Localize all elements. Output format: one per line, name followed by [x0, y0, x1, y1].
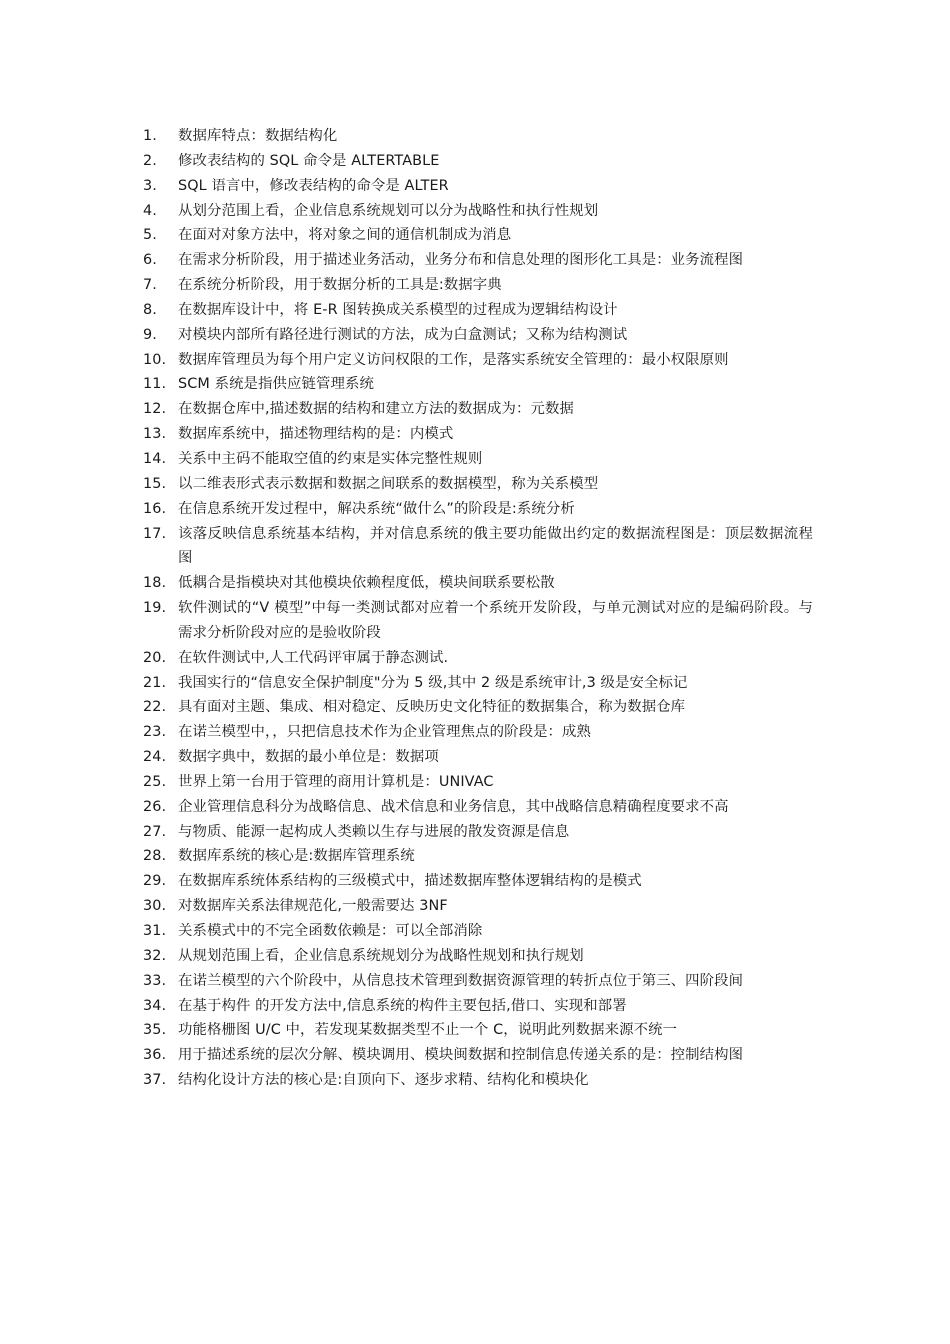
list-item-text: 低耦合是指模块对其他模块依赖程度低，模块间联系要松散 — [178, 575, 555, 592]
list-item-text: 结构化设计方法的核心是:自顶向下、逐步求精、结构化和模块化 — [178, 1072, 589, 1089]
list-item-text: 对模块内部所有路径进行测试的方法，成为白盒测试；又称为结构测试 — [178, 326, 628, 343]
list-item — [143, 646, 813, 671]
list-item — [143, 273, 813, 298]
list-item-text: 在数据库设计中，将 E-R 图转换成关系模型的过程成为逻辑结构设计 — [178, 301, 618, 318]
list-item-text: 在数据仓库中,描述数据的结构和建立方法的数据成为：元数据 — [178, 401, 574, 418]
list-item — [143, 919, 813, 944]
list-item — [143, 223, 813, 248]
list-item — [143, 497, 813, 522]
list-item-text: 数据库特点：数据结构化 — [178, 128, 338, 144]
list-item-text: 软件测试的“V 模型”中每一类测试都对应着一个系统开发阶段，与单元测试对应的是编码阶段。与需求分析阶段对应的是验收阶段 — [178, 600, 813, 641]
list-item-number: 9. — [143, 326, 157, 343]
list-item-number: 4. — [143, 202, 157, 219]
list-item — [143, 1068, 813, 1093]
list-item — [143, 323, 813, 348]
list-item-number: 14. — [143, 450, 167, 467]
list-item-text: 修改表结构的 SQL 命令是 ALTERTABLE — [178, 152, 440, 169]
list-item-number: 6. — [143, 252, 157, 269]
list-item-number: 32. — [143, 947, 167, 964]
list-item-number: 22. — [143, 699, 167, 716]
list-item-number: 12. — [143, 401, 167, 418]
list-item — [143, 596, 813, 646]
list-item — [143, 671, 813, 696]
list-item — [143, 472, 813, 497]
list-item-number: 1. — [143, 128, 157, 144]
list-item-text: 关系模式中的不完全函数依赖是：可以全部消除 — [178, 923, 483, 939]
list-item — [143, 149, 813, 174]
list-item-number: 21. — [143, 674, 167, 691]
list-item-number: 36. — [143, 1047, 167, 1064]
list-item-number: 37. — [143, 1072, 167, 1089]
list-item — [143, 894, 813, 919]
list-item-text: 该落反映信息系统基本结构，并对信息系统的俄主要功能做出约定的数据流程图是：顶层数据流程图 — [178, 525, 813, 567]
list-item-text: 从规划范围上看，企业信息系统规划分为战略性规划和执行规划 — [178, 947, 584, 964]
list-item-number: 23. — [143, 724, 167, 741]
list-item-number: 26. — [143, 798, 167, 815]
list-item-text: 在需求分析阶段，用于描述业务活动，业务分布和信息处理的图形化工具是：业务流程图 — [178, 252, 744, 269]
list-item-number: 28. — [143, 848, 167, 865]
list-item-number: 5. — [143, 227, 157, 244]
list-item-number: 16. — [143, 500, 167, 517]
list-item-text: 数据库管理员为每个用户定义访问权限的工作，是落实系统安全管理的：最小权限原则 — [178, 351, 729, 368]
list-item-number: 29. — [143, 873, 167, 890]
list-item-number: 17. — [143, 525, 167, 542]
list-item — [143, 1018, 813, 1043]
list-item — [143, 372, 813, 397]
list-item — [143, 994, 813, 1019]
list-item-text: 用于描述系统的层次分解、模块调用、模块闽数据和控制信息传递关系的是：控制结构图 — [178, 1047, 744, 1064]
list-item-text: 从划分范围上看，企业信息系统规划可以分为战略性和执行性规划 — [178, 202, 599, 219]
list-item — [143, 124, 813, 149]
list-item-number: 18. — [143, 575, 167, 592]
list-item-number: 10. — [143, 351, 167, 368]
list-item — [143, 695, 813, 720]
list-item-text: 在诺兰模型中，，只把信息技术作为企业管理焦点的阶段是：成熟 — [178, 724, 592, 741]
list-item-number: 11. — [143, 376, 167, 393]
list-item-number: 33. — [143, 972, 167, 989]
list-item-number: 27. — [143, 823, 167, 840]
list-item-number: 19. — [143, 600, 167, 617]
list-item-number: 13. — [143, 426, 167, 443]
list-item — [143, 397, 813, 422]
list-item-text: 以二维表形式表示数据和数据之间联系的数据模型，称为关系模型 — [178, 475, 599, 492]
list-item-text: SCM 系统是指供应链管理系统 — [178, 376, 374, 393]
list-item-text: 数据库系统的核心是:数据库管理系统 — [178, 848, 415, 865]
list-item — [143, 298, 813, 323]
list-item-text: 具有面对主题、集成、相对稳定、反映历史文化特征的数据集合，称为数据仓库 — [178, 699, 686, 716]
list-item-number: 15. — [143, 475, 167, 492]
list-item — [143, 820, 813, 845]
list-item-text: 与物质、能源一起构成人类赖以生存与进展的散发资源是信息 — [178, 823, 570, 840]
list-item — [143, 422, 813, 447]
list-item-text: 在基于构件 的开发方法中,信息系统的构件主要包括,借口、实现和部署 — [178, 997, 627, 1014]
list-item-text: 我国实行的“信息安全保护制度"分为 5 级,其中 2 级是系统审计,3 级是安全标记 — [178, 674, 688, 691]
list-item — [143, 174, 813, 199]
list-item — [143, 571, 813, 596]
list-item-text: 在系统分析阶段，用于数据分析的工具是:数据字典 — [178, 277, 502, 294]
list-item — [143, 795, 813, 820]
list-item — [143, 199, 813, 224]
list-item-number: 7. — [143, 277, 157, 294]
list-item — [143, 944, 813, 969]
list-item-text: 数据字典中，数据的最小单位是：数据项 — [178, 749, 439, 766]
list-item-number: 24. — [143, 749, 167, 766]
list-item-number: 8. — [143, 301, 157, 318]
list-item-number: 20. — [143, 649, 167, 666]
list-item-text: 世界上第一台用于管理的商用计算机是：UNIVAC — [178, 773, 494, 790]
list-item — [143, 869, 813, 894]
list-item-text: 在数据库系统体系结构的三级模式中，描述数据库整体逻辑结构的是模式 — [178, 873, 642, 890]
list-item — [143, 348, 813, 373]
list-item — [143, 248, 813, 273]
list-item-text: 企业管理信息科分为战略信息、战术信息和业务信息，其中战略信息精确程度要求不高 — [178, 798, 729, 815]
numbered-list — [143, 124, 813, 1093]
list-item-text: 对数据库关系法律规范化,一般需要达 3NF — [178, 898, 448, 915]
list-item-text: 数据库系统中，描述物理结构的是：内模式 — [178, 426, 454, 443]
list-item-text: 关系中主码不能取空值的约束是实体完整性规则 — [178, 450, 483, 467]
list-item-number: 2. — [143, 152, 157, 169]
list-item-number: 30. — [143, 898, 167, 915]
list-item — [143, 447, 813, 472]
list-item-number: 34. — [143, 997, 167, 1014]
list-item — [143, 720, 813, 745]
list-item — [143, 745, 813, 770]
list-item — [143, 522, 813, 572]
list-item — [143, 1043, 813, 1068]
list-item-text: 在诺兰模型的六个阶段中，从信息技术管理到数据资源管理的转折点位于第三、四阶段间 — [178, 972, 744, 989]
list-item-text: 在软件测试中,人工代码评审属于静态测试. — [178, 649, 449, 666]
list-item-text: 在面对对象方法中，将对象之间的通信机制成为消息 — [178, 227, 512, 244]
list-item-text: 功能格栅图 U/C 中，若发现某数据类型不止一个 C，说明此列数据来源不统一 — [178, 1022, 678, 1039]
list-item-text: 在信息系统开发过程中，解决系统“做什么”的阶段是:系统分析 — [178, 500, 575, 517]
list-item — [143, 844, 813, 869]
list-item-text: SQL 语言中，修改表结构的命令是 ALTER — [178, 177, 449, 194]
list-item — [143, 770, 813, 795]
list-item-number: 25. — [143, 773, 167, 790]
list-item-number: 31. — [143, 923, 167, 939]
list-item — [143, 969, 813, 994]
list-item-number: 3. — [143, 177, 157, 194]
list-item-number: 35. — [143, 1022, 167, 1039]
